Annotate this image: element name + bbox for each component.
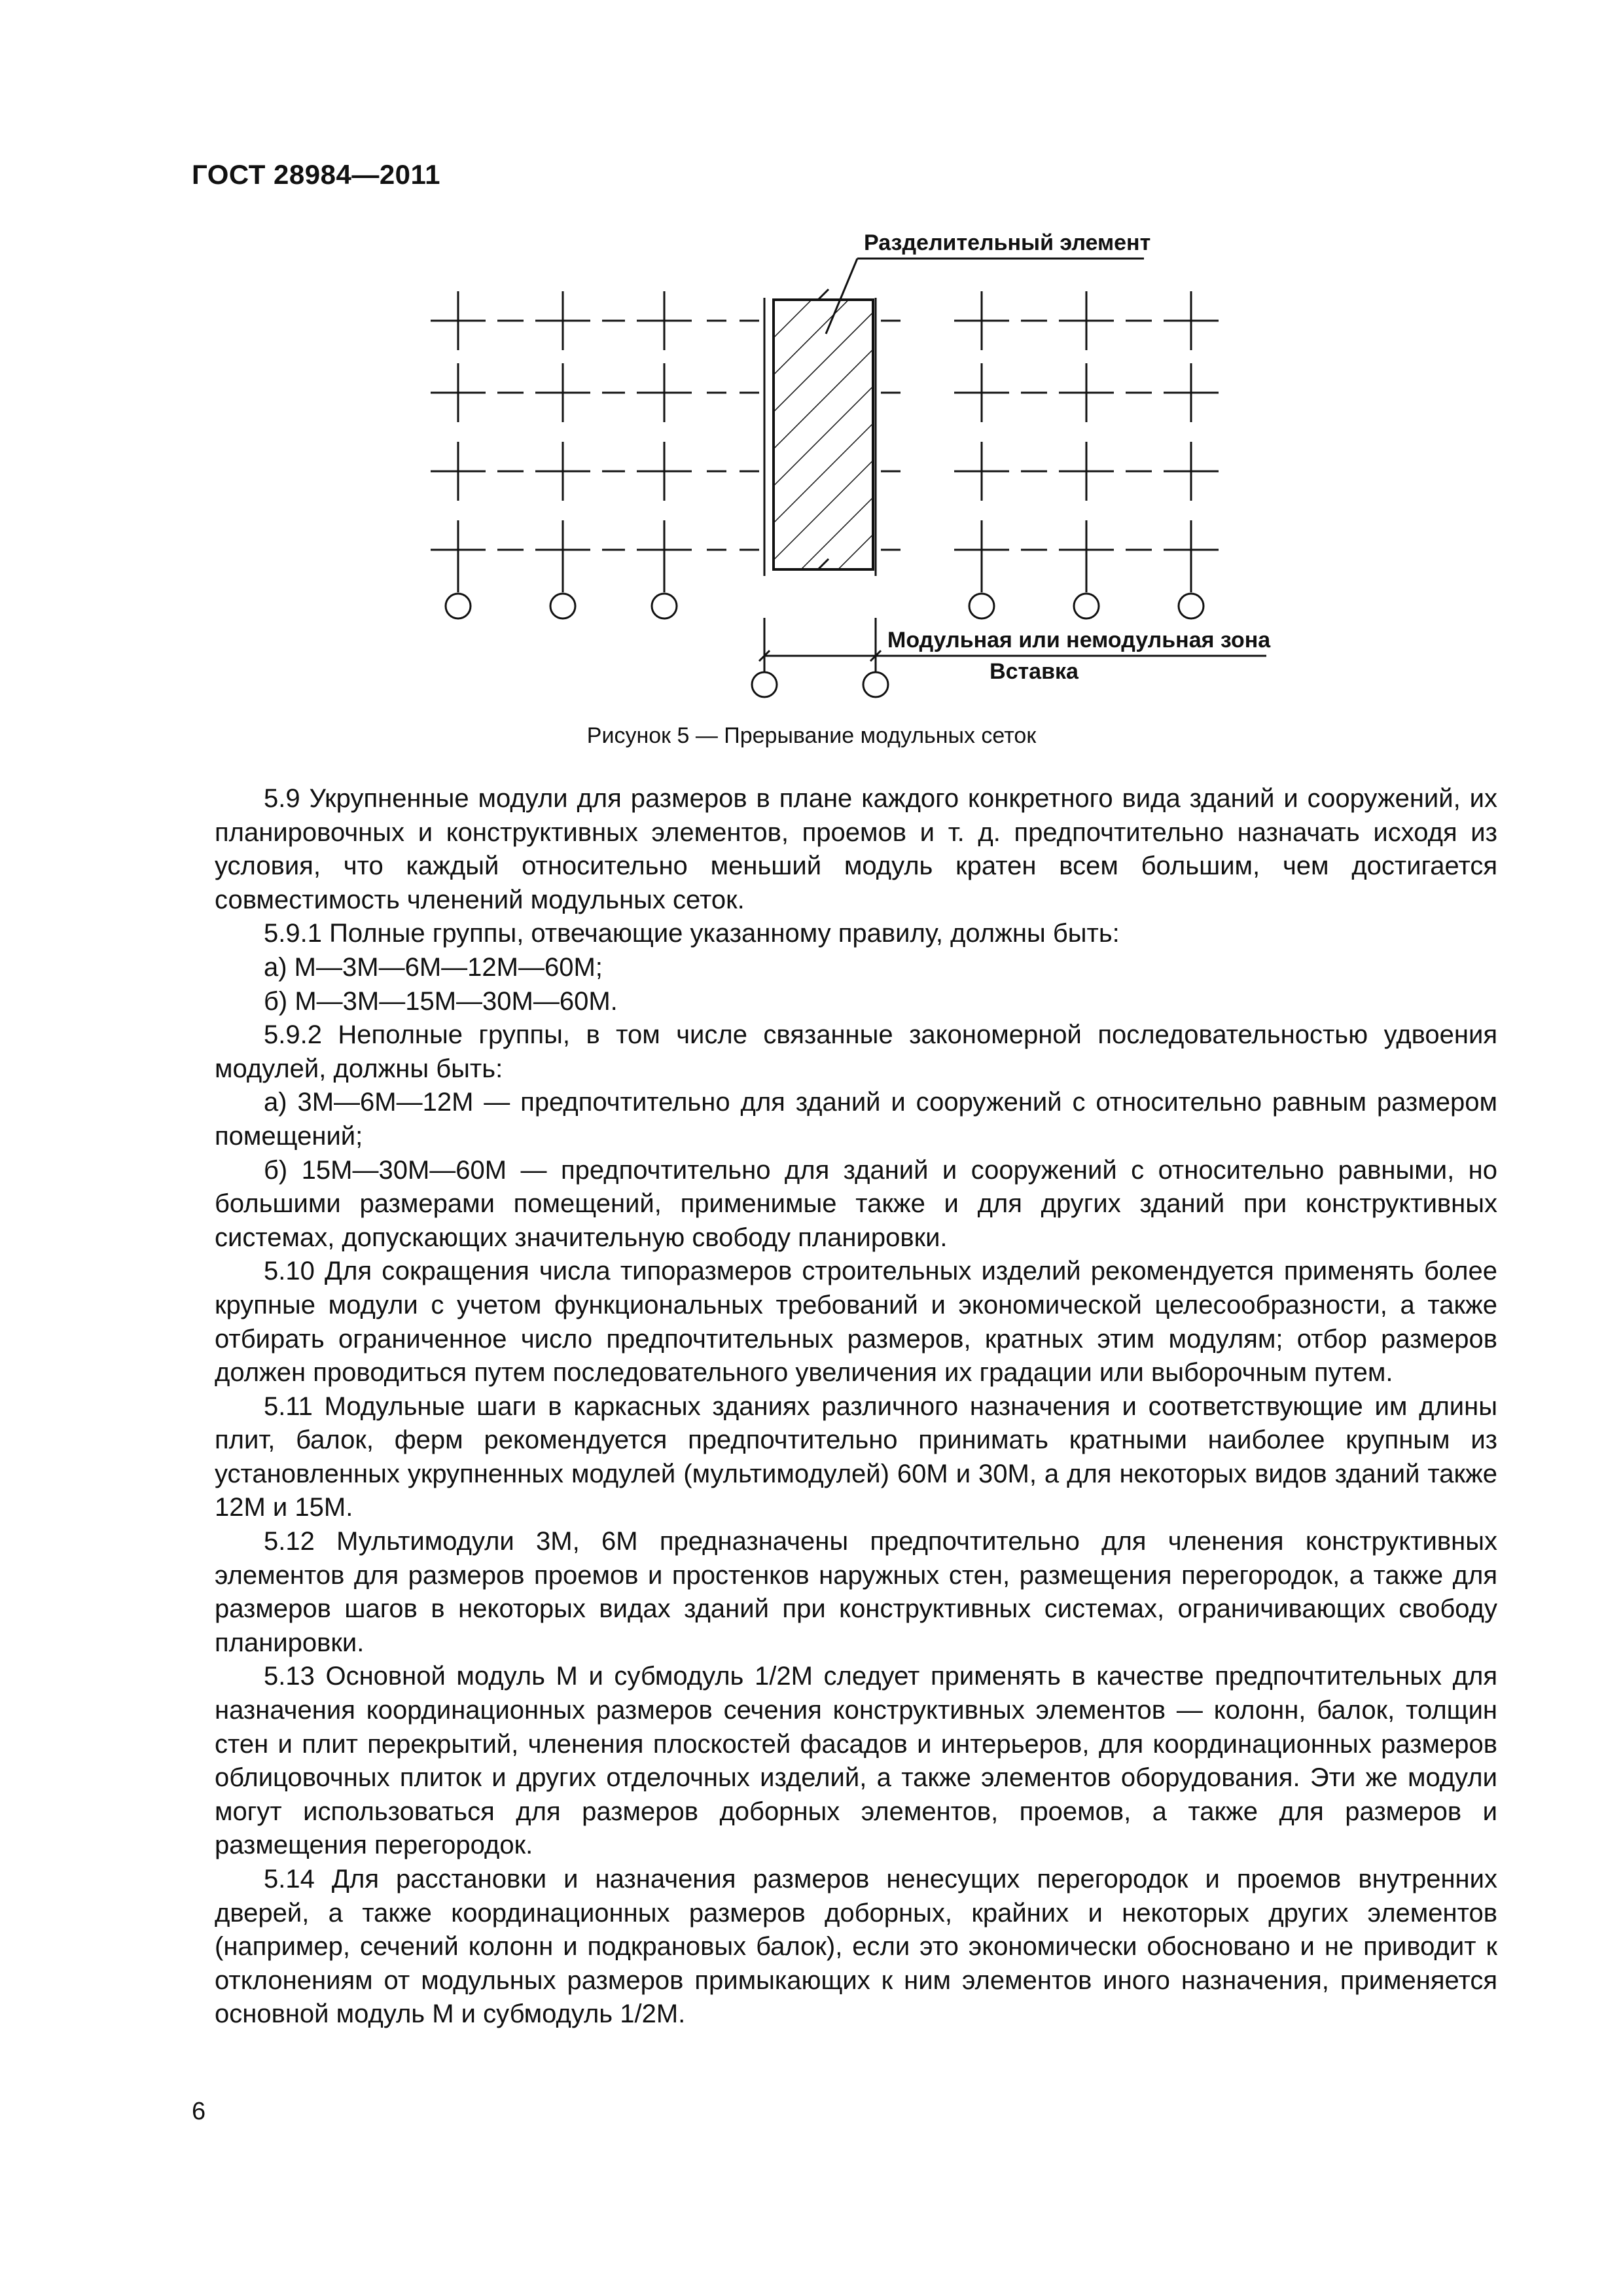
zone-label: Модульная или немодульная зона bbox=[887, 628, 1271, 653]
list-item: а) М—3М—6М—12М—60М; bbox=[264, 952, 603, 982]
separator-break-top bbox=[818, 289, 829, 300]
axis-marker bbox=[1074, 594, 1099, 619]
paragraph: 5.11 Модульные шаги в каркасных зданиях различного назначения и соответствующие им длины плит, балок, ферм рекомендуется предпочтительно принимать кратными наиболее крупным из установленных укрупненных модулей (мультимодулей) 60М и 30М, а для некоторых видов зданий также 12М и 15М. bbox=[215, 1391, 1497, 1522]
page-number: 6 bbox=[192, 2098, 206, 2125]
axis-marker bbox=[550, 594, 575, 619]
insert-label: Вставка bbox=[990, 659, 1079, 684]
paragraph: 5.14 Для расстановки и назначения размеров ненесущих перегородок и проемов внутренних дверей, а также координационных размеров доборных, крайних и некоторых других элементов (например, сечений колонн и подкрановых балок), если это экономически обосновано и не приводит к отклонениям от модульных размеров примыкающих к ним элементов иного назначения, применяется основной модуль М и субмодуль 1/2М. bbox=[215, 1865, 1497, 2029]
paragraph: 5.9 Укрупненные модули для размеров в плане каждого конкретного вида зданий и сооружений, их планировочных и конструктивных элементов, проемов и т. д. предпочтительно назначать исходя из условия, что каждый относительно меньший модуль кратен всем большим, чем достигается совместимость членений модульных сеток. bbox=[215, 784, 1497, 914]
paragraph: 5.9.2 Неполные группы, в том числе связанные закономерной последовательностью удвоения модулей, должны быть: bbox=[215, 1020, 1497, 1083]
insert-axis-marker-left bbox=[752, 672, 777, 697]
body-text bbox=[215, 782, 1497, 2032]
axis-marker bbox=[1179, 594, 1204, 619]
paragraph: 5.13 Основной модуль М и субмодуль 1/2М следует применять в качестве предпочтительных для назначения координационных размеров сечения конструктивных элементов — колонн, балок, толщин стен и плит перекрытий, членения плоскостей фасадов и интерьеров, для координационных размеров облицовочных плиток и других отделочных изделий, а также элементов оборудования. Эти же модули могут использоваться для размеров доборных элементов, проемов, а также для размеров и размещения перегородок. bbox=[215, 1662, 1497, 1860]
paragraph: 5.9.1 Полные группы, отвечающие указанному правилу, должны быть: bbox=[264, 919, 1120, 948]
axis-marker bbox=[652, 594, 677, 619]
modular-grid-figure bbox=[0, 196, 1623, 720]
list-item: а) 3М—6М—12М — предпочтительно для зданий и сооружений с относительно равным размером помещений; bbox=[215, 1088, 1497, 1151]
separator-element bbox=[774, 300, 873, 569]
axis-marker bbox=[969, 594, 994, 619]
list-item: б) М—3М—15М—30М—60М. bbox=[264, 986, 618, 1016]
separator-label: Разделительный элемент bbox=[864, 230, 1151, 255]
paragraph: 5.10 Для сокращения числа типоразмеров строительных изделий рекомендуется применять более крупные модули с учетом функциональных требований и экономической целесообразности, а также отбирать ограниченное число предпочтительных размеров, кратных этим модулям; отбор размеров должен проводиться путем последовательного увеличения их градации или выборочным путем. bbox=[215, 1257, 1497, 1388]
figure-caption: Рисунок 5 — Прерывание модульных сеток bbox=[586, 723, 1037, 748]
list-item: б) 15М—30М—60М — предпочтительно для зданий и сооружений с относительно равными, но большими размерами помещений, применимые также и для других зданий при конструктивных системах, допускающих значительную свободу планировки. bbox=[215, 1155, 1497, 1252]
axis-marker bbox=[446, 594, 471, 619]
paragraph: 5.12 Мультимодули 3М, 6М предназначены предпочтительно для членения конструктивных элементов для размеров проемов и простенков наружных стен, размещения перегородок, а также для размеров шагов в некоторых видах зданий при конструктивных системах, ограничивающих свободу планировки. bbox=[215, 1527, 1497, 1657]
insert-axis-marker-right bbox=[863, 672, 888, 697]
standard-id: ГОСТ 28984—2011 bbox=[192, 159, 440, 190]
